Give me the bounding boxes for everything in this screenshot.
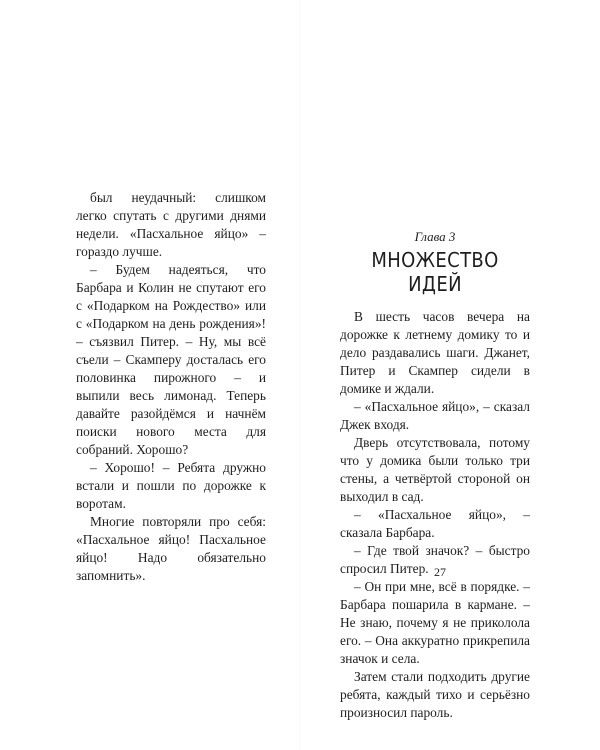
left-page-text (76, 189, 266, 585)
page-gutter (299, 0, 301, 750)
paragraph: был неудачный: слишком легко спутать с другими днями недели. «Пасхальное яйцо» – гораздо лучше. (76, 190, 266, 259)
paragraph: – «Пасхальное яйцо», – сказал Джек входя. (340, 399, 530, 432)
chapter-label: Глава 3 (414, 229, 456, 244)
left-page (76, 189, 266, 585)
right-page-text (340, 308, 530, 722)
chapter-title: МНОЖЕСТВО ИДЕЙ (371, 248, 499, 296)
paragraph: – Хорошо! – Ребята дружно встали и пошли по дорожке к воротам. (76, 460, 266, 511)
page-number: 27 (434, 565, 446, 579)
paragraph: Затем стали подходить другие ребята, каждый тихо и серьёзно произносил пароль. (340, 669, 530, 720)
right-page (340, 229, 530, 722)
paragraph: – Он при мне, всё в порядке. – Барбара пошарила в кармане. – Не знаю, почему я не приколола его. – Она аккуратно прикрепила значок и села. (340, 579, 530, 666)
paragraph: Дверь отсутствовала, потому что у домика были только три стены, а четвёртой стороной он выходил в сад. (340, 435, 530, 504)
paragraph: Многие повторяли про себя: «Пасхальное яйцо! Пасхальное яйцо! Надо обязательно запомнить». (76, 514, 266, 583)
paragraph: – «Пасхальное яйцо», – сказала Барбара. (340, 507, 530, 540)
paragraph: В шесть часов вечера на дорожке к летнему домику то и дело раздавались шаги. Джанет, Питер и Скампер сидели в домике и ждали. (340, 309, 530, 396)
paragraph: – Где твой значок? – быстро спросил Питер. (340, 543, 530, 576)
paragraph: – Будем надеяться, что Барбара и Колин не спутают его с «Подарком на Рождество» или с «Подарком на день рождения»! – съязвил Питер. – Ну, мы всё съели – Скамперу досталась его половинка пирожного – и выпили весь лимонад. Теперь давайте разойдёмся и начнём поиски нового места для собраний. Хорошо? (76, 262, 266, 457)
